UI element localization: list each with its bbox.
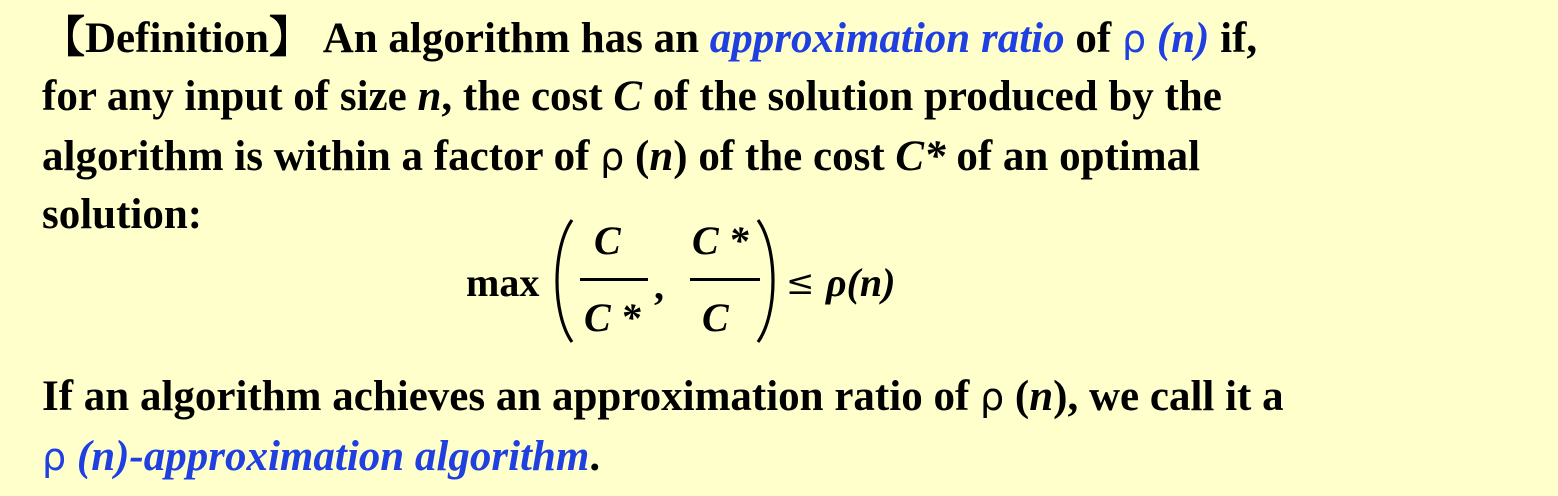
formula-leq: ≤ (786, 263, 815, 303)
formula-max: max (466, 260, 540, 305)
definition-tag: 【Definition】 (42, 15, 312, 62)
formula-numerator-1: C (594, 218, 621, 263)
conclusion-line-2: ρ (n)-approximation algorithm. (42, 433, 601, 480)
formula-denominator-2: C (702, 295, 729, 340)
formula-fraction-bar-1 (580, 278, 648, 281)
formula-denominator-1: C * (584, 295, 641, 340)
term-rho-approximation-algorithm: ρ (n)-approximation algorithm (42, 433, 590, 480)
formula-right-paren (756, 218, 780, 344)
definition-line-4: solution: (42, 191, 203, 238)
formula-fraction-bar-2 (690, 278, 760, 281)
formula-rhs: ρ(n) (826, 260, 896, 305)
term-approximation-ratio: approximation ratio (709, 15, 1065, 62)
formula-comma: , (654, 263, 664, 308)
rho-n-term: ρ (n) (1121, 15, 1210, 62)
definition-line-3: algorithm is within a factor of ρ (n) of the cost C* of an optimal (42, 133, 1201, 180)
conclusion-line-1: If an algorithm achieves an approximation ratio of ρ (n), we call it a (42, 373, 1284, 420)
definition-line-2: for any input of size n, the cost C of the solution produced by the (42, 73, 1222, 120)
definition-line-1: 【Definition】 An algorithm has an approximation ratio of ρ (n) if, (42, 15, 1258, 62)
approximation-ratio-formula (466, 216, 936, 346)
formula-left-paren (550, 218, 574, 344)
formula-numerator-2: C * (692, 218, 749, 263)
